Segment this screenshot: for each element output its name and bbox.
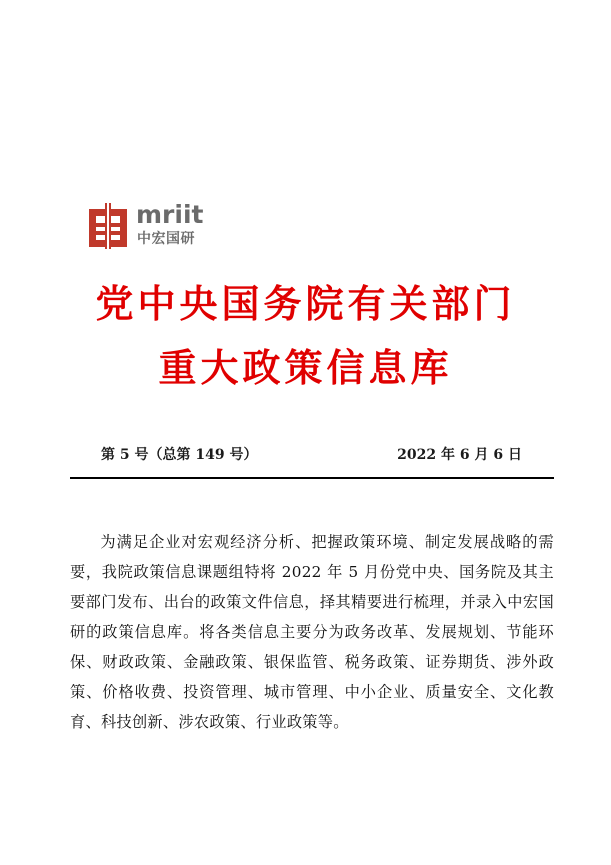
- logo-subtitle: 中宏国研: [137, 231, 195, 247]
- mriit-logo-mark-icon: [88, 203, 128, 249]
- mriit-logo: [88, 200, 218, 253]
- page-title-line-2: 重大政策信息库: [158, 345, 453, 390]
- logo-wordmark: mriit: [136, 200, 204, 229]
- page-title-line-1: 党中央国务院有关部门: [95, 281, 516, 326]
- header-divider: [70, 477, 554, 479]
- intro-paragraph: 为满足企业对宏观经济分析、把握政策环境、制定发展战略的需要，我院政策信息课题组特将 2022 年 5 月份党中央、国务院及其主要部门发布、出台的政策文件信息，择其精要进行梳理，并录入中宏国研的政策信息库。将各类信息主要分为政务改革、发展规划、节能环保、财政政策、金融政策、银保监管、税务政策、证券期货、涉外政策、价格收费、投资管理、城市管理、中小企业、质量安全、文化教育、科技创新、涉农政策、行业政策等。: [70, 533, 554, 731]
- issue-number: 第 5 号（总第 149 号）: [101, 447, 258, 463]
- issue-date: 2022 年 6 月 6 日: [397, 447, 522, 463]
